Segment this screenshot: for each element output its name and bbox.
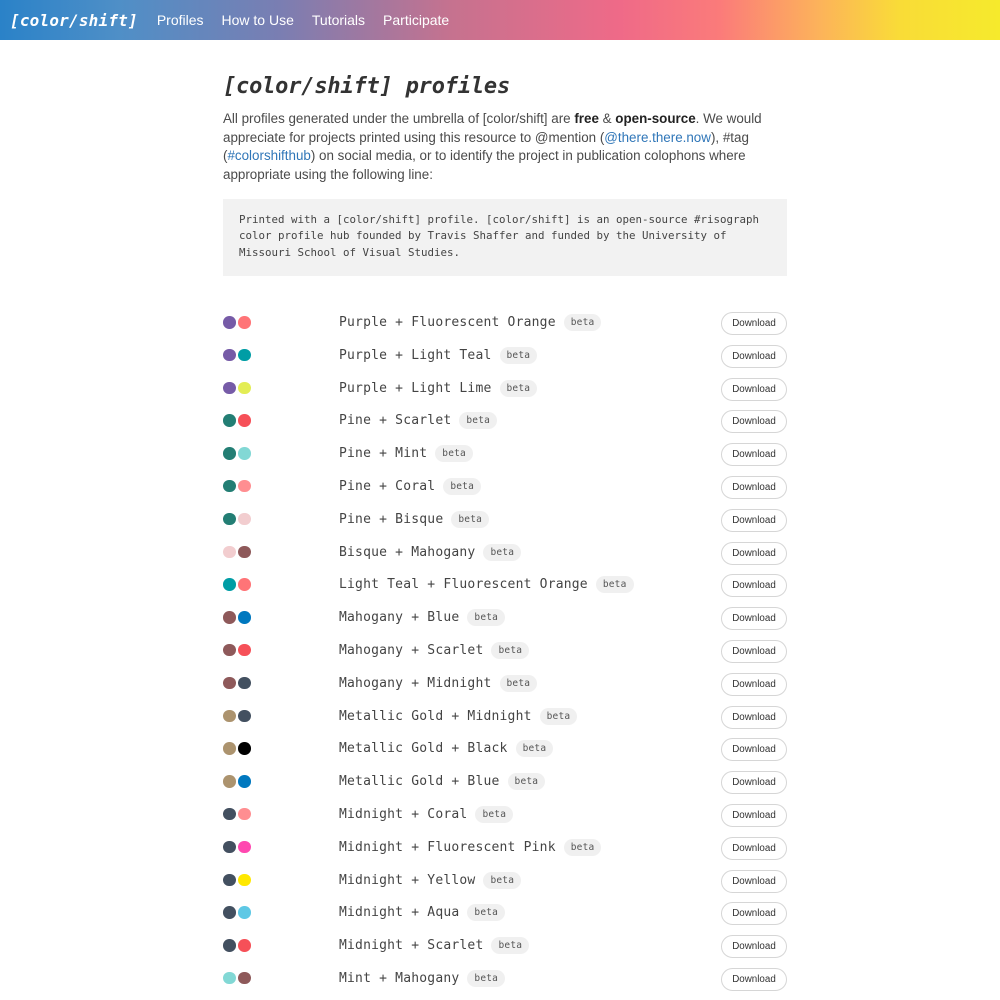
color-swatch-2 [238,546,251,559]
download-button[interactable]: Download [721,870,787,893]
profile-name-text: Pine + Bisque [339,511,444,527]
profile-name [339,511,489,528]
profile-name-text: Pine + Mint [339,446,428,462]
download-button[interactable]: Download [721,738,787,761]
top-nav-bar [0,0,1000,40]
profile-name [339,937,529,954]
profile-name-text: Light Teal + Fluorescent Orange [339,577,588,593]
profile-name-text: Mahogany + Scarlet [339,642,484,658]
profile-name [339,872,521,889]
intro-free: free [574,111,599,126]
download-button[interactable]: Download [721,542,787,565]
profile-name [339,904,505,921]
profile-row [223,635,787,668]
profile-row [223,405,787,438]
profile-name [339,576,634,593]
profile-row [223,897,787,930]
profile-name-text: Mahogany + Midnight [339,675,492,691]
profile-row [223,373,787,406]
profile-name-text: Metallic Gold + Midnight [339,708,532,724]
beta-badge: beta [451,511,489,528]
profile-row [223,832,787,865]
beta-badge: beta [500,347,538,364]
profile-name [339,544,521,561]
color-swatch-1 [223,611,236,624]
color-swatch-1 [223,972,236,985]
color-swatch-1 [223,742,236,755]
color-swatch-1 [223,644,236,657]
beta-badge: beta [540,708,578,725]
download-button[interactable]: Download [721,804,787,827]
beta-badge: beta [564,314,602,331]
profile-name-text: Purple + Light Lime [339,380,492,396]
beta-badge: beta [483,544,521,561]
profile-row [223,602,787,635]
profile-name [339,609,505,626]
profile-name-text: Purple + Fluorescent Orange [339,315,556,330]
profile-name [339,839,601,856]
color-swatch-2 [238,480,251,493]
mention-link[interactable]: @there.there.now [604,129,711,145]
profile-row [223,307,787,340]
page-title: [color/shift] profiles [223,74,510,99]
color-swatch-1 [223,775,236,788]
profile-row [223,438,787,471]
download-button[interactable]: Download [721,771,787,794]
color-swatch-2 [238,316,251,329]
profile-row [223,930,787,963]
beta-badge: beta [491,937,529,954]
download-button[interactable]: Download [721,706,787,729]
download-button[interactable]: Download [721,607,787,630]
color-swatch-2 [238,513,251,526]
profile-name [339,773,545,790]
profile-name [339,806,513,823]
profile-name-text: Midnight + Yellow [339,872,476,888]
profile-list [223,307,787,996]
beta-badge: beta [467,904,505,921]
color-swatch-2 [238,349,251,362]
profile-row [223,766,787,799]
download-button[interactable]: Download [721,378,787,401]
color-swatch-1 [223,447,236,460]
profile-name-text: Metallic Gold + Black [339,741,508,757]
profile-row [223,569,787,602]
profile-name [339,445,473,462]
credit-line-block: Printed with a [color/shift] profile. [color/shift] is an open-source #risograph color profile hub founded by Travis Shaffer and funded by the University of Missouri School of Visual Studies. [223,199,787,276]
intro-text: ) on social media, or to identify the project in publication colophons where appropriate using the following line: [223,148,746,183]
profile-name-text: Bisque + Mahogany [339,544,476,560]
color-swatch-2 [238,382,251,395]
color-swatch-2 [238,808,251,821]
download-button[interactable]: Download [721,902,787,925]
beta-badge: beta [459,412,497,429]
beta-badge: beta [500,380,538,397]
nav-link-profiles[interactable]: Profiles [156,12,204,28]
color-swatch-1 [223,349,236,362]
download-button[interactable]: Download [721,476,787,499]
profile-name-text: Mahogany + Blue [339,610,460,626]
beta-badge: beta [491,642,529,659]
color-swatch-2 [238,710,251,723]
color-swatch-1 [223,316,236,329]
color-swatch-2 [238,644,251,657]
beta-badge: beta [467,970,505,987]
profile-name-text: Pine + Coral [339,478,436,494]
download-button[interactable]: Download [721,640,787,663]
color-swatch-2 [238,972,251,985]
profile-row [223,799,787,832]
beta-badge: beta [475,806,513,823]
download-button[interactable]: Download [721,837,787,860]
color-swatch-2 [238,447,251,460]
color-swatch-1 [223,677,236,690]
profile-name-text: Mint + Mahogany [339,970,460,986]
profile-name [339,970,505,987]
intro-text: . We would appreciate for projects printed using this resource to @mention ( [223,111,762,145]
beta-badge: beta [467,609,505,626]
color-swatch-2 [238,874,251,887]
color-swatch-1 [223,480,236,493]
profile-name-text: Midnight + Coral [339,806,468,822]
download-button[interactable]: Download [721,673,787,696]
profile-name-text: Metallic Gold + Blue [339,774,500,790]
color-swatch-2 [238,414,251,427]
profile-row [223,504,787,537]
profile-row [223,865,787,898]
hashtag-link[interactable]: #colorshifthub [227,148,311,164]
intro-text: ), #tag ( [223,129,749,164]
profile-name [339,642,529,659]
profile-row [223,471,787,504]
profile-row [223,340,787,373]
download-button[interactable]: Download [721,410,787,433]
profile-row [223,701,787,734]
intro-text: All profiles generated under the umbrella of [color/shift] are [223,111,575,126]
color-swatch-1 [223,546,236,559]
beta-badge: beta [564,839,602,856]
beta-badge: beta [516,740,554,757]
profile-name [339,478,481,495]
download-button[interactable]: Download [721,443,787,466]
profile-name [339,412,497,429]
intro-paragraph [223,110,789,185]
profile-name [339,380,537,397]
color-swatch-1 [223,414,236,427]
color-swatch-1 [223,906,236,919]
download-button[interactable]: Download [721,968,787,991]
profile-name [339,675,537,692]
profile-name-text: Midnight + Scarlet [339,938,484,954]
beta-badge: beta [508,773,546,790]
nav-link-how-to-use[interactable]: How to Use [221,12,294,28]
profile-row [223,668,787,701]
download-button[interactable]: Download [721,345,787,368]
beta-badge: beta [435,445,473,462]
profile-name-text: Midnight + Fluorescent Pink [339,839,556,855]
beta-badge: beta [483,872,521,889]
color-swatch-1 [223,578,236,591]
color-swatch-2 [238,906,251,919]
color-swatch-1 [223,710,236,723]
beta-badge: beta [500,675,538,692]
color-swatch-2 [238,677,251,690]
download-button[interactable]: Download [721,574,787,597]
profile-name-text: Pine + Scarlet [339,413,452,429]
color-swatch-2 [238,939,251,952]
download-button[interactable]: Download [721,935,787,958]
profile-name-text: Purple + Light Teal [339,347,492,363]
profile-row [223,963,787,996]
profile-name-text: Midnight + Aqua [339,905,460,921]
profile-name [339,708,577,725]
color-swatch-2 [238,742,251,755]
color-swatch-1 [223,874,236,887]
download-button[interactable]: Download [721,509,787,532]
intro-open-source: open-source [615,111,696,126]
color-swatch-1 [223,939,236,952]
color-swatch-1 [223,841,236,854]
color-swatch-2 [238,841,251,854]
color-swatch-2 [238,611,251,624]
profile-name [339,347,537,364]
profile-name [339,314,601,331]
color-swatch-1 [223,382,236,395]
beta-badge: beta [443,478,481,495]
intro-text: & [598,111,616,126]
profile-row [223,537,787,570]
profile-row [223,733,787,766]
site-logo[interactable]: [color/shift] [10,10,138,30]
profile-name [339,740,553,757]
nav-link-tutorials[interactable]: Tutorials [311,12,366,28]
color-swatch-1 [223,808,236,821]
beta-badge: beta [596,576,634,593]
nav-link-participate[interactable]: Participate [383,12,450,28]
download-button[interactable]: Download [721,312,787,335]
color-swatch-2 [238,775,251,788]
color-swatch-2 [238,578,251,591]
color-swatch-1 [223,513,236,526]
